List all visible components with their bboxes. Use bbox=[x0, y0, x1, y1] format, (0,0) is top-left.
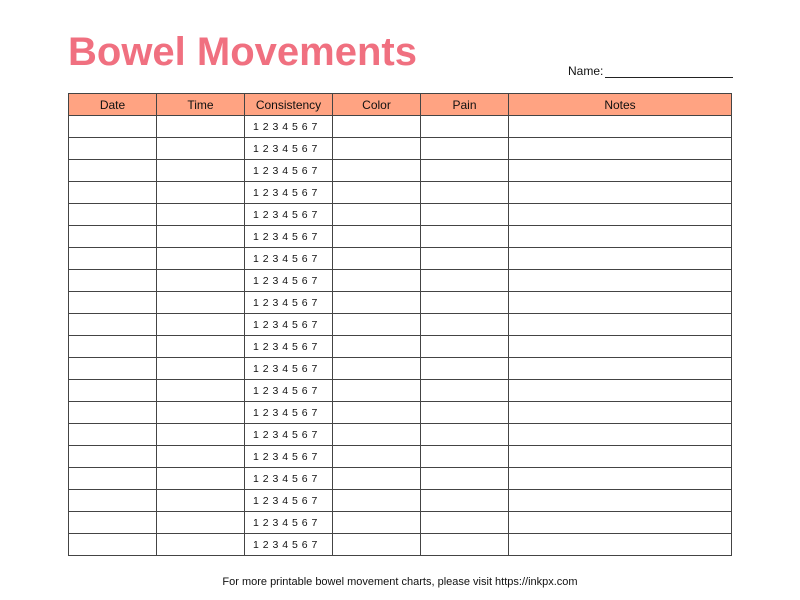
color-cell[interactable] bbox=[333, 248, 421, 270]
notes-cell[interactable] bbox=[509, 336, 732, 358]
color-cell[interactable] bbox=[333, 182, 421, 204]
table-row bbox=[69, 534, 732, 556]
notes-cell[interactable] bbox=[509, 204, 732, 226]
consistency-cell: 1 2 3 4 5 6 7 bbox=[245, 380, 333, 402]
pain-cell[interactable] bbox=[421, 204, 509, 226]
pain-cell[interactable] bbox=[421, 292, 509, 314]
date-cell[interactable] bbox=[69, 512, 157, 534]
table-row bbox=[69, 160, 732, 182]
notes-cell[interactable] bbox=[509, 182, 732, 204]
color-cell[interactable] bbox=[333, 160, 421, 182]
consistency-cell: 1 2 3 4 5 6 7 bbox=[245, 116, 333, 138]
notes-cell[interactable] bbox=[509, 292, 732, 314]
date-cell[interactable] bbox=[69, 292, 157, 314]
pain-cell[interactable] bbox=[421, 424, 509, 446]
pain-cell[interactable] bbox=[421, 226, 509, 248]
notes-cell[interactable] bbox=[509, 226, 732, 248]
consistency-cell: 1 2 3 4 5 6 7 bbox=[245, 160, 333, 182]
date-cell[interactable] bbox=[69, 490, 157, 512]
color-cell[interactable] bbox=[333, 204, 421, 226]
notes-cell[interactable] bbox=[509, 446, 732, 468]
date-cell[interactable] bbox=[69, 248, 157, 270]
date-cell[interactable] bbox=[69, 204, 157, 226]
consistency-cell: 1 2 3 4 5 6 7 bbox=[245, 424, 333, 446]
table-row bbox=[69, 512, 732, 534]
notes-cell[interactable] bbox=[509, 424, 732, 446]
time-cell[interactable] bbox=[157, 534, 245, 556]
date-cell[interactable] bbox=[69, 116, 157, 138]
time-cell[interactable] bbox=[157, 182, 245, 204]
consistency-cell: 1 2 3 4 5 6 7 bbox=[245, 204, 333, 226]
date-cell[interactable] bbox=[69, 336, 157, 358]
consistency-cell: 1 2 3 4 5 6 7 bbox=[245, 270, 333, 292]
time-cell[interactable] bbox=[157, 116, 245, 138]
table-header-row bbox=[69, 94, 732, 116]
pain-cell[interactable] bbox=[421, 490, 509, 512]
bowel-log-table bbox=[68, 93, 732, 556]
color-cell[interactable] bbox=[333, 138, 421, 160]
consistency-cell: 1 2 3 4 5 6 7 bbox=[245, 182, 333, 204]
notes-cell[interactable] bbox=[509, 534, 732, 556]
date-cell[interactable] bbox=[69, 160, 157, 182]
consistency-cell: 1 2 3 4 5 6 7 bbox=[245, 292, 333, 314]
pain-cell[interactable] bbox=[421, 270, 509, 292]
table-row bbox=[69, 424, 732, 446]
time-cell[interactable] bbox=[157, 490, 245, 512]
notes-cell[interactable] bbox=[509, 380, 732, 402]
consistency-cell: 1 2 3 4 5 6 7 bbox=[245, 358, 333, 380]
notes-cell[interactable] bbox=[509, 468, 732, 490]
pain-cell[interactable] bbox=[421, 160, 509, 182]
notes-cell[interactable] bbox=[509, 402, 732, 424]
name-field bbox=[568, 64, 733, 78]
table-row bbox=[69, 248, 732, 270]
consistency-cell: 1 2 3 4 5 6 7 bbox=[245, 512, 333, 534]
date-cell[interactable] bbox=[69, 182, 157, 204]
consistency-cell: 1 2 3 4 5 6 7 bbox=[245, 226, 333, 248]
column-header-color: Color bbox=[333, 94, 421, 116]
pain-cell[interactable] bbox=[421, 314, 509, 336]
color-cell[interactable] bbox=[333, 534, 421, 556]
color-cell[interactable] bbox=[333, 358, 421, 380]
column-header-notes: Notes bbox=[509, 94, 732, 116]
time-cell[interactable] bbox=[157, 270, 245, 292]
notes-cell[interactable] bbox=[509, 248, 732, 270]
consistency-cell: 1 2 3 4 5 6 7 bbox=[245, 490, 333, 512]
table-row bbox=[69, 138, 732, 160]
name-line bbox=[605, 65, 733, 78]
color-cell[interactable] bbox=[333, 292, 421, 314]
pain-cell[interactable] bbox=[421, 446, 509, 468]
notes-cell[interactable] bbox=[509, 138, 732, 160]
time-cell[interactable] bbox=[157, 512, 245, 534]
color-cell[interactable] bbox=[333, 270, 421, 292]
pain-cell[interactable] bbox=[421, 138, 509, 160]
table-row bbox=[69, 358, 732, 380]
table-row bbox=[69, 270, 732, 292]
table-row bbox=[69, 314, 732, 336]
notes-cell[interactable] bbox=[509, 270, 732, 292]
date-cell[interactable] bbox=[69, 314, 157, 336]
consistency-cell: 1 2 3 4 5 6 7 bbox=[245, 138, 333, 160]
notes-cell[interactable] bbox=[509, 314, 732, 336]
table-row bbox=[69, 490, 732, 512]
consistency-cell: 1 2 3 4 5 6 7 bbox=[245, 336, 333, 358]
time-cell[interactable] bbox=[157, 314, 245, 336]
time-cell[interactable] bbox=[157, 468, 245, 490]
consistency-cell: 1 2 3 4 5 6 7 bbox=[245, 402, 333, 424]
color-cell[interactable] bbox=[333, 468, 421, 490]
consistency-cell: 1 2 3 4 5 6 7 bbox=[245, 534, 333, 556]
notes-cell[interactable] bbox=[509, 512, 732, 534]
date-cell[interactable] bbox=[69, 424, 157, 446]
color-cell[interactable] bbox=[333, 402, 421, 424]
column-header-time: Time bbox=[157, 94, 245, 116]
column-header-consistency: Consistency bbox=[245, 94, 333, 116]
consistency-cell: 1 2 3 4 5 6 7 bbox=[245, 314, 333, 336]
color-cell[interactable] bbox=[333, 226, 421, 248]
date-cell[interactable] bbox=[69, 226, 157, 248]
pain-cell[interactable] bbox=[421, 380, 509, 402]
pain-cell[interactable] bbox=[421, 248, 509, 270]
time-cell[interactable] bbox=[157, 424, 245, 446]
color-cell[interactable] bbox=[333, 314, 421, 336]
date-cell[interactable] bbox=[69, 446, 157, 468]
date-cell[interactable] bbox=[69, 468, 157, 490]
pain-cell[interactable] bbox=[421, 512, 509, 534]
table-row bbox=[69, 204, 732, 226]
color-cell[interactable] bbox=[333, 490, 421, 512]
notes-cell[interactable] bbox=[509, 116, 732, 138]
time-cell[interactable] bbox=[157, 358, 245, 380]
pain-cell[interactable] bbox=[421, 182, 509, 204]
table-row bbox=[69, 380, 732, 402]
consistency-cell: 1 2 3 4 5 6 7 bbox=[245, 468, 333, 490]
color-cell[interactable] bbox=[333, 512, 421, 534]
consistency-cell: 1 2 3 4 5 6 7 bbox=[245, 446, 333, 468]
pain-cell[interactable] bbox=[421, 336, 509, 358]
page-title: Bowel Movements bbox=[68, 30, 417, 74]
table-row bbox=[69, 116, 732, 138]
table-row bbox=[69, 446, 732, 468]
column-header-pain: Pain bbox=[421, 94, 509, 116]
time-cell[interactable] bbox=[157, 204, 245, 226]
date-cell[interactable] bbox=[69, 138, 157, 160]
pain-cell[interactable] bbox=[421, 358, 509, 380]
time-cell[interactable] bbox=[157, 380, 245, 402]
time-cell[interactable] bbox=[157, 446, 245, 468]
pain-cell[interactable] bbox=[421, 116, 509, 138]
time-cell[interactable] bbox=[157, 292, 245, 314]
date-cell[interactable] bbox=[69, 358, 157, 380]
time-cell[interactable] bbox=[157, 248, 245, 270]
table-row bbox=[69, 292, 732, 314]
color-cell[interactable] bbox=[333, 380, 421, 402]
name-label: Name: bbox=[568, 64, 604, 78]
date-cell[interactable] bbox=[69, 402, 157, 424]
time-cell[interactable] bbox=[157, 160, 245, 182]
date-cell[interactable] bbox=[69, 380, 157, 402]
table-row bbox=[69, 336, 732, 358]
time-cell[interactable] bbox=[157, 226, 245, 248]
notes-cell[interactable] bbox=[509, 160, 732, 182]
table-body bbox=[69, 116, 732, 556]
date-cell[interactable] bbox=[69, 534, 157, 556]
time-cell[interactable] bbox=[157, 138, 245, 160]
notes-cell[interactable] bbox=[509, 490, 732, 512]
table-row bbox=[69, 182, 732, 204]
color-cell[interactable] bbox=[333, 446, 421, 468]
color-cell[interactable] bbox=[333, 424, 421, 446]
footer-note: For more printable bowel movement charts, please visit https://inkpx.com bbox=[222, 576, 578, 588]
consistency-cell: 1 2 3 4 5 6 7 bbox=[245, 248, 333, 270]
table-row bbox=[69, 402, 732, 424]
time-cell[interactable] bbox=[157, 336, 245, 358]
date-cell[interactable] bbox=[69, 270, 157, 292]
color-cell[interactable] bbox=[333, 116, 421, 138]
time-cell[interactable] bbox=[157, 402, 245, 424]
pain-cell[interactable] bbox=[421, 402, 509, 424]
color-cell[interactable] bbox=[333, 336, 421, 358]
pain-cell[interactable] bbox=[421, 534, 509, 556]
notes-cell[interactable] bbox=[509, 358, 732, 380]
pain-cell[interactable] bbox=[421, 468, 509, 490]
column-header-date: Date bbox=[69, 94, 157, 116]
table-row bbox=[69, 226, 732, 248]
table-row bbox=[69, 468, 732, 490]
